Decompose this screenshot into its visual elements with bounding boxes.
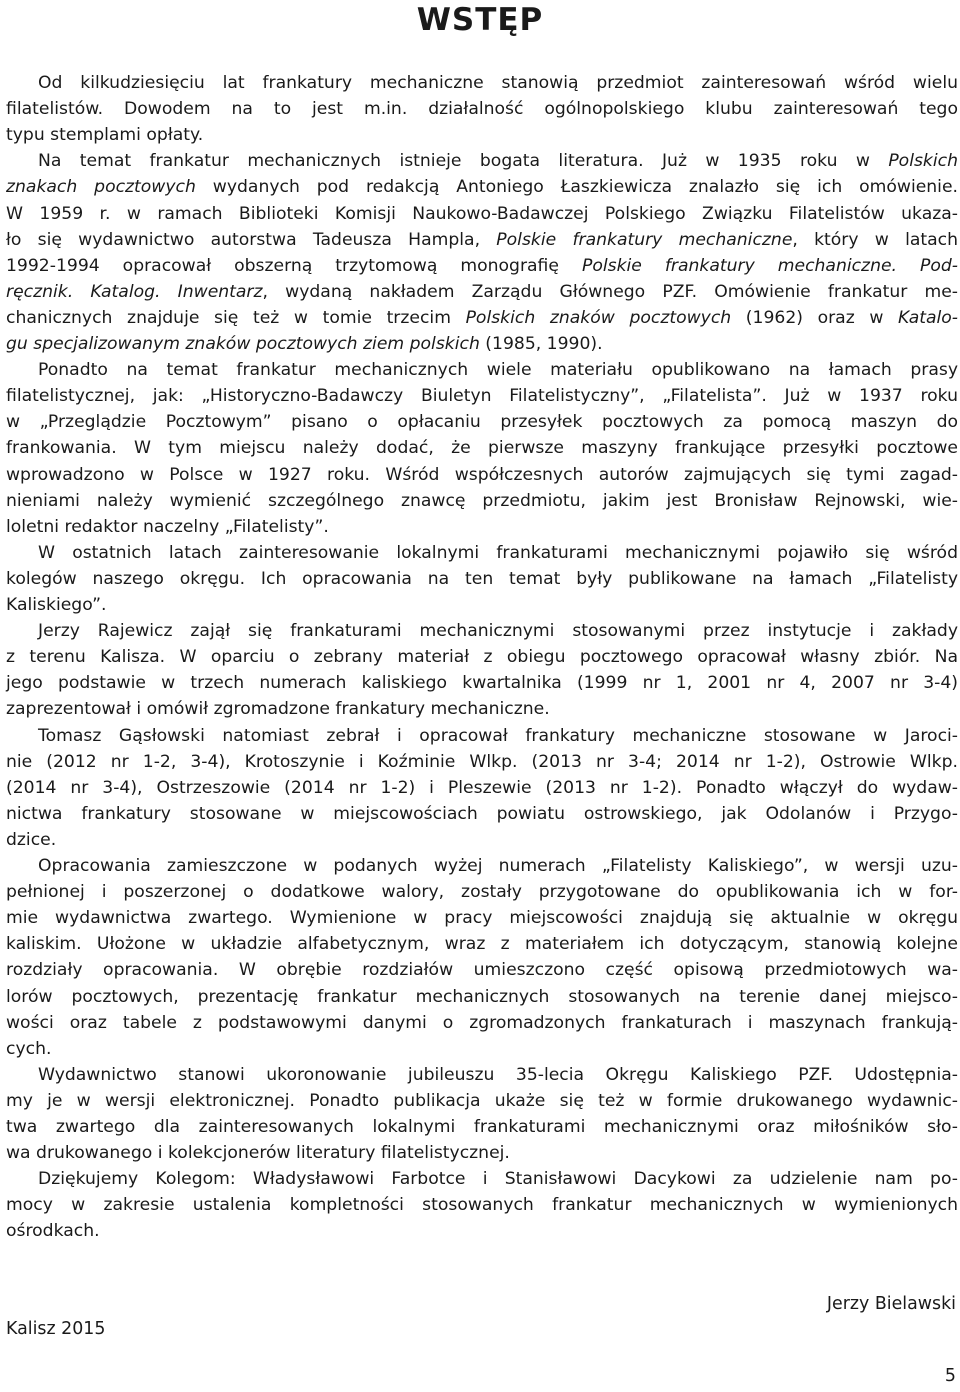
text-run: my je w wersji elektronicznej. Ponadto publikacja ukaże się też w formie drukowanego wydawnic- bbox=[6, 1090, 958, 1111]
text-run: ośrodkach. bbox=[6, 1221, 100, 1242]
text-line bbox=[6, 227, 958, 253]
text-line bbox=[6, 827, 958, 853]
text-run: Od kilkudziesięciu lat frankatury mechaniczne stanowią przedmiot zainteresowań wśród wielu bbox=[38, 73, 958, 93]
italic-title-text: Katalo- bbox=[898, 307, 958, 328]
text-run: Kaliskiego”. bbox=[6, 595, 107, 615]
text-line bbox=[38, 853, 958, 879]
text-line bbox=[6, 383, 958, 409]
text-run: rozdziały opracowania. W obrębie rozdziałów umieszczono część opisową przedmiotowych wa- bbox=[6, 960, 958, 981]
text-line bbox=[38, 618, 958, 644]
text-line bbox=[6, 435, 958, 461]
text-line bbox=[6, 462, 958, 488]
text-run: , wydaną nakładem Zarządu Głównego PZF. Omówienie frankatur me- bbox=[262, 281, 958, 302]
text-line bbox=[38, 148, 958, 174]
text-run: loletni redaktor naczelny „Filatelisty”. bbox=[6, 516, 329, 537]
text-run: (1985, 1990). bbox=[479, 334, 603, 354]
text-line bbox=[38, 1166, 958, 1192]
text-run: Wydawnictwo stanowi ukoronowanie jubileuszu 35-lecia Okręgu Kaliskiego PZF. Udostępnia- bbox=[38, 1064, 958, 1085]
text-line bbox=[6, 984, 958, 1010]
text-line bbox=[6, 1036, 958, 1062]
text-run: frankowania. W tym miejscu należy dodać, że pierwsze maszyny frankujące przesyłki pocztowe bbox=[6, 438, 958, 459]
text-run: Na temat frankatur mechanicznych istnieje bogata literatura. Już w 1935 roku w bbox=[38, 151, 889, 172]
text-run: cych. bbox=[6, 1038, 52, 1059]
text-run: nictwa frankatury stosowane w miejscowościach powiatu ostrowskiego, jak Odolanów i Przygo- bbox=[6, 803, 958, 824]
text-line bbox=[6, 488, 958, 514]
text-run: 1992-1994 opracował obszerną trzytomową monografię bbox=[6, 255, 582, 276]
italic-title-text: Polskich bbox=[888, 151, 958, 172]
text-run: (1962) oraz w bbox=[731, 307, 899, 328]
text-line bbox=[6, 1010, 958, 1036]
text-run: typu stemplami opłaty. bbox=[6, 125, 204, 146]
text-line bbox=[6, 1140, 958, 1166]
text-run: jego podstawie w trzech numerach kaliskiego kwartalnika (1999 nr 1, 2001 nr 4, 2007 nr 3-4) bbox=[6, 673, 958, 694]
text-run: W ostatnich latach zainteresowanie lokalnymi frankaturami mechanicznymi pojawiło się wśród bbox=[38, 542, 958, 563]
text-line bbox=[38, 357, 958, 383]
italic-title-text: gu specjalizowanym znaków pocztowych ziem polskich bbox=[6, 334, 480, 354]
text-run: kaliskim. Ułożone w układzie alfabetycznym, wraz z materiałem ich dotyczącym, stanowią kolejne bbox=[6, 934, 958, 955]
text-line bbox=[6, 879, 958, 905]
text-run: wości oraz tabele z podstawowymi danymi o zgromadzonych frankaturach i maszynach frankują- bbox=[6, 1012, 958, 1033]
text-run: , który w latach bbox=[792, 229, 959, 250]
text-run: Tomasz Gąsłowski natomiast zebrał i opracował frankatury mechaniczne stosowane w Jaroci- bbox=[38, 725, 958, 746]
text-line bbox=[6, 775, 958, 801]
text-run: (2014 nr 3-4), Ostrzeszowie (2014 nr 1-2) i Pleszewie (2013 nr 1-2). Ponadto włączył do wydaw- bbox=[6, 777, 958, 798]
text-line bbox=[6, 279, 958, 305]
text-line bbox=[6, 174, 958, 200]
text-run: w „Przeglądzie Pocztowym” pisano o opłacaniu przesyłek pocztowych za pomocą maszyn do bbox=[6, 412, 958, 433]
text-run: W 1959 r. w ramach Biblioteki Komisji Naukowo-Badawczej Polskiego Związku Filatelistów ukaza- bbox=[6, 203, 958, 224]
text-run: wydanych pod redakcją Antoniego Łaszkiewicza znalazło się ich omówienie. bbox=[195, 177, 958, 198]
text-run: mie wydawnictwa zwartego. Wymienione w pracy miejscowości znajdują się aktualnie w okręgu bbox=[6, 908, 958, 929]
text-line bbox=[6, 409, 958, 435]
text-line bbox=[6, 96, 958, 122]
text-line bbox=[6, 644, 958, 670]
text-run: nieniami należy wymienić szczególnego znawcę przedmiotu, jakim jest Bronisław Rejnowski, wie- bbox=[6, 490, 958, 511]
text-line bbox=[6, 201, 958, 227]
text-run: kolegów naszego okręgu. Ich opracowania na ten temat były publikowane na łamach „Filatelisty bbox=[6, 568, 958, 589]
text-run: Opracowania zamieszczone w podanych wyżej numerach „Filatelisty Kaliskiego”, w wersji uzu- bbox=[38, 856, 958, 876]
text-line bbox=[38, 723, 958, 749]
text-line bbox=[6, 253, 958, 279]
text-line bbox=[38, 70, 958, 96]
text-run: mocy w zakresie ustalenia kompletności stosowanych frankatur mechanicznych w wymienionych bbox=[6, 1195, 958, 1216]
text-run: Ponadto na temat frankatur mechanicznych wiele materiału opublikowano na łamach prasy bbox=[38, 360, 958, 381]
text-run: nie (2012 nr 1-2, 3-4), Krotoszynie i Koźminie Wlkp. (2013 nr 3-4; 2014 nr 1-2), Ostrowie Wlkp. bbox=[6, 751, 958, 772]
italic-title-text: znakach pocztowych bbox=[6, 177, 196, 198]
text-run: pełnionej i poszerzonej o dodatkowe walory, zostały przygotowane do opublikowania ich w for- bbox=[6, 882, 958, 903]
text-line bbox=[6, 801, 958, 827]
place-date: Kalisz 2015 bbox=[6, 1319, 106, 1339]
page-number: 5 bbox=[944, 1366, 956, 1386]
text-line bbox=[6, 749, 958, 775]
text-line bbox=[6, 905, 958, 931]
text-line bbox=[6, 931, 958, 957]
text-run: Jerzy Rajewicz zajął się frankaturami mechanicznymi stosowanymi przez instytucje i zakłady bbox=[38, 621, 958, 642]
text-line bbox=[6, 1218, 958, 1244]
italic-title-text: Polskie frankatury mechaniczne. Pod- bbox=[581, 255, 958, 276]
text-line bbox=[6, 670, 958, 696]
text-line bbox=[6, 592, 958, 618]
text-run: Dziękujemy Kolegom: Władysławowi Farbotce i Stanisławowi Dacykowi za udzielenie nam po- bbox=[38, 1169, 958, 1190]
text-line bbox=[6, 514, 958, 540]
text-run: lorów pocztowych, prezentację frankatur mechanicznych stosowanych na terenie danej miejsco- bbox=[6, 986, 958, 1007]
text-line bbox=[6, 305, 958, 331]
text-line bbox=[38, 1062, 958, 1088]
text-line bbox=[38, 540, 958, 566]
italic-title-text: ręcznik. Katalog. Inwentarz bbox=[6, 281, 263, 302]
text-run: dzice. bbox=[6, 829, 57, 850]
text-line bbox=[6, 1088, 958, 1114]
italic-title-text: Polskie frankatury mechaniczne bbox=[496, 229, 793, 250]
text-line bbox=[6, 1114, 958, 1140]
page-title: WSTĘP bbox=[416, 2, 544, 38]
text-line bbox=[6, 1192, 958, 1218]
text-line bbox=[6, 122, 958, 148]
text-line bbox=[6, 696, 958, 722]
author-signature: Jerzy Bielawski bbox=[826, 1294, 956, 1314]
text-line bbox=[6, 957, 958, 983]
text-line bbox=[6, 566, 958, 592]
text-run: filatelistów. Dowodem na to jest m.in. działalność ogólnopolskiego klubu zainteresowań tego bbox=[6, 99, 958, 120]
text-run: chanicznych znajduje się też w tomie trzecim bbox=[6, 307, 466, 328]
italic-title-text: Polskich znaków pocztowych bbox=[465, 307, 732, 328]
text-run: filatelistycznej, jak: „Historyczno-Badawczy Biuletyn Filatelistyczny”, „Filatelista”. Już w 1937 roku bbox=[6, 386, 958, 407]
text-run: ło się wydawnictwo autorstwa Tadeusza Hampla, bbox=[6, 229, 497, 250]
text-run: zaprezentował i omówił zgromadzone frankatury mechaniczne. bbox=[6, 699, 550, 720]
text-line bbox=[6, 331, 958, 357]
text-run: wprowadzono w Polsce w 1927 roku. Wśród współczesnych autorów zajmujących się tymi zagad- bbox=[6, 464, 958, 485]
text-run: wa drukowanego i kolekcjonerów literatury filatelistycznej. bbox=[6, 1143, 510, 1164]
text-run: twa zwartego dla zainteresowanych lokalnymi frankaturami mechanicznymi oraz miłośników sło- bbox=[6, 1117, 958, 1137]
text-run: z terenu Kalisza. W oparciu o zebrany materiał z obiegu pocztowego opracował własny zbiór. Na bbox=[6, 647, 958, 668]
